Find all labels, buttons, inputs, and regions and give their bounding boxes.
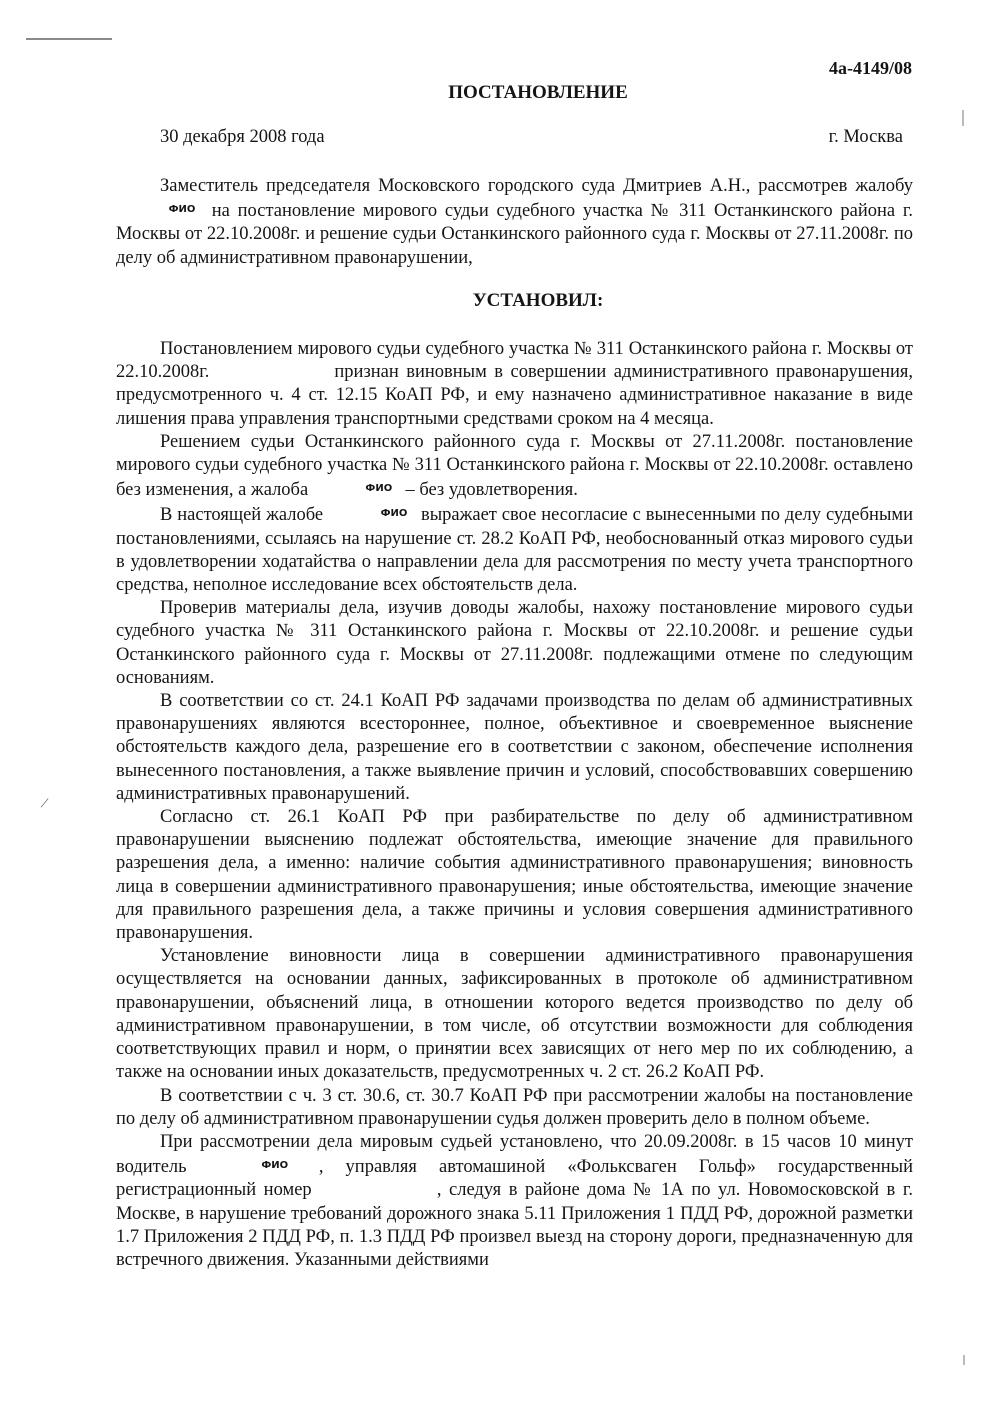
paragraph-text: При рассмотрении дела мировым судьей установлено, что 20.09.2008г. в 15 часов 10 минут водитель (116, 1131, 913, 1178)
paragraph-text: В настоящей жалобе (160, 505, 324, 526)
redacted-name: ФИО (365, 483, 393, 495)
scan-speck (963, 1355, 965, 1365)
paragraph-text: признан виновным в совершении административного правонарушения, предусмотренного ч. 4 ст. 12.15 КоАП РФ, и ему назначено административное наказание в виде лишения права управления транспортными средствами сроком на 4 месяца. (116, 362, 914, 429)
scan-mark (26, 38, 112, 40)
intro-text-1: Заместитель председателя Московского городского суда Дмитриев А.Н., рассмотрев жалобу (160, 176, 913, 196)
case-number: 4а-4149/08 (829, 58, 912, 78)
paragraph (116, 1131, 913, 1272)
paragraph: В соответствии с ч. 3 ст. 30.6, ст. 30.7 КоАП РФ при рассмотрении жалобы на постановление по делу об административном правонарушении судья должен проверить дело в полном объеме. (116, 1085, 913, 1129)
paragraph-text: , управляя автомашиной «Фольксваген Гольф» государственный регистрационный номер (116, 1157, 914, 1201)
paragraph (116, 502, 913, 597)
margin-mark: / (39, 794, 50, 813)
paragraph (116, 431, 913, 503)
intro-paragraph (116, 175, 913, 270)
paragraph: Согласно ст. 26.1 КоАП РФ при разбирательстве по делу об административном правонарушении выяснению подлежат обстоятельства, имеющие значение для правильного разрешения дела, а именно: наличие события административного правонарушения; виновность лица в совершении административного правонарушения; иные обстоятельства, имеющие значение для правильного разрешения дела, а также причины и условия совершения административного правонарушения. (116, 807, 913, 944)
redacted-name: ФИО (261, 1160, 289, 1172)
paragraph-text: Решением судьи Останкинского районного суда г. Москвы от 27.11.2008г. постановление мирового судьи судебного участка № 311 Останкинского района г. Москвы от 22.10.2008г. оставлено без изменения, а жалоба (116, 431, 913, 501)
scan-speck (962, 110, 964, 126)
redacted-name: ФИО (168, 204, 196, 216)
paragraph-text: , следуя в районе дома № 1А по ул. Новомосковской в г. Москве, в нарушение требований дорожного знака 5.11 Приложения 1 ПДД РФ, дорожной разметки 1.7 Приложения 2 ПДД РФ, п. 1.3 ПДД РФ произвел выезд на сторону дороги, предназначенную для встречного движения. Указанными действиями (116, 1180, 913, 1270)
paragraph: В соответствии со ст. 24.1 КоАП РФ задачами производства по делам об административных правонарушениях являются всестороннее, полное, объективное и своевременное выяснение обстоятельств каждого дела, разрешение его в соответствии с законом, обеспечение исполнения вынесенного постановления, а также выявление причин и условий, способствовавших совершению административных правонарушений. (116, 691, 913, 804)
redacted-name: ФИО (380, 508, 408, 520)
document-city: г. Москва (828, 127, 903, 147)
paragraph: Установление виновности лица в совершении административного правонарушения осуществляется на основании данных, зафиксированных в протоколе об административном правонарушении, объяснений лица, в отношении которого ведется производство по делу об административном правонарушении, в том числе, об отсутствии возможности для соблюдения соответствующих правил и норм, о принятии всех зависящих от него мер по их соблюдению, а также на основании иных доказательств, предусмотренных ч. 2 ст. 26.2 КоАП РФ. (116, 946, 913, 1083)
paragraph-text: выражает свое несогласие с вынесенными по делу судебными постановлениями, ссылаясь на нарушение ст. 28.2 КоАП РФ, необоснованный отказ мирового судьи в удовлетворении ходатайства о направлении дела для рассмотрения по месту учета транспортного средства, неполное исследование всех обстоятельств дела. (116, 505, 913, 596)
intro-text-2: на постановление мирового судьи судебного участка № 311 Останкинского района г. Москвы от 22.10.2008г. и решение судьи Останкинского районного суда г. Москвы от 27.11.2008г. по делу об административном правонарушении, (116, 201, 914, 268)
paragraph (116, 338, 913, 431)
paragraph-text: Постановлением мирового судьи судебного участка № 311 Останкинского района г. Москвы от 22.10.2008г. (116, 339, 913, 383)
paragraph-text: – без удовлетворения. (405, 480, 578, 501)
main-text (116, 338, 913, 1272)
paragraph: Проверив материалы дела, изучив доводы жалобы, нахожу постановление мирового судьи судебного участка № 311 Останкинского района г. Москвы от 22.10.2008г. и решение судьи Останкинского районного суда г. Москвы от 27.11.2008г. подлежащими отмене по следующим основаниям. (116, 598, 913, 688)
section-heading: УСТАНОВИЛ: (472, 290, 604, 311)
document-date: 30 декабря 2008 года (160, 127, 325, 147)
document-title: ПОСТАНОВЛЕНИЕ (448, 82, 628, 103)
